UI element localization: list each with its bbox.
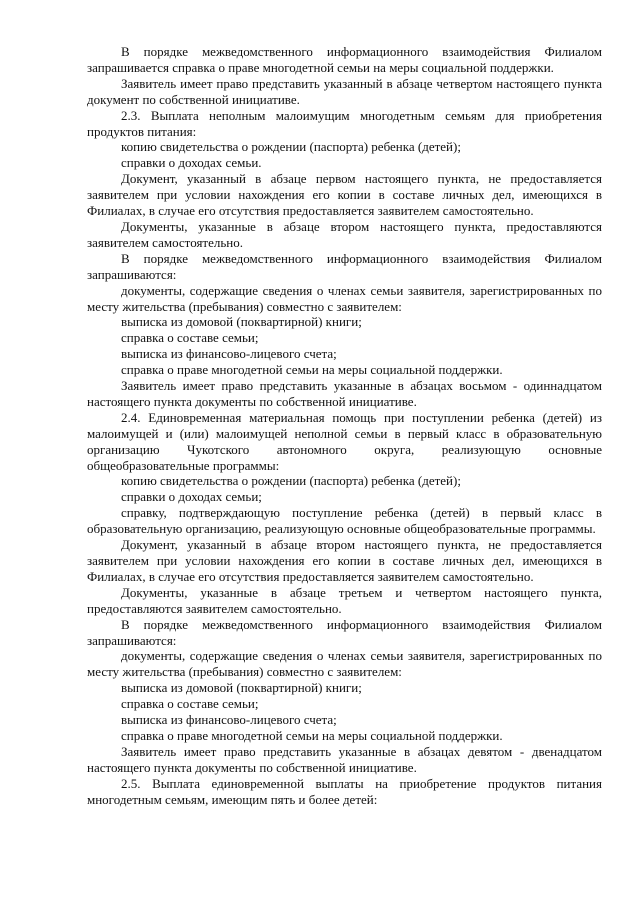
paragraph: Заявитель имеет право представить указанные в абзацах восьмом - одиннадцатом настоящего пункта документы по собственной инициативе.	[87, 378, 602, 409]
list-item: справка о праве многодетной семьи на меры социальной поддержки.	[121, 362, 503, 378]
paragraph: документы, содержащие сведения о членах семьи заявителя, зарегистрированных по месту жительства (пребывания) совместно с заявителем:	[87, 648, 602, 680]
list-item: справка о составе семьи;	[121, 330, 259, 346]
list-item: справка о составе семьи;	[121, 696, 259, 712]
paragraph: Заявитель имеет право представить указанные в абзацах девятом - двенадцатом настоящего пункта документы по собственной инициативе.	[87, 743, 602, 775]
list-item: выписка из финансово-лицевого счета;	[121, 346, 337, 362]
paragraph: документы, содержащие сведения о членах семьи заявителя, зарегистрированных по месту жительства (пребывания) совместно с заявителем:	[87, 282, 602, 314]
list-item: справки о доходах семьи.	[121, 155, 262, 171]
list-item: справка о праве многодетной семьи на меры социальной поддержки.	[121, 727, 503, 743]
paragraph: В порядке межведомственного информационного взаимодействия Филиалом запрашиваются:	[87, 250, 602, 282]
list-item: выписка из домовой (поквартирной) книги;	[121, 680, 362, 696]
paragraph: Документы, указанные в абзаце втором настоящего пункта, предоставляются заявителем самостоятельно.	[87, 218, 602, 250]
paragraph: Документы, указанные в абзаце третьем и четвертом настоящего пункта, предоставляются заявителем самостоятельно.	[87, 584, 602, 616]
paragraph: В порядке межведомственного информационного взаимодействия Филиалом запрашиваются:	[87, 616, 602, 648]
paragraph: В порядке межведомственного информационного взаимодействия Филиалом запрашивается справка о праве многодетной семьи на меры социальной поддержки.	[87, 44, 602, 75]
paragraph: Документ, указанный в абзаце втором настоящего пункта, не предоставляется заявителем при условии нахождения его копии в составе личных дел, имеющихся в Филиалах, в случае его отсутствия предоставляется заявителем самостоятельно.	[87, 537, 602, 584]
list-item: справки о доходах семьи;	[121, 489, 262, 505]
list-item: копию свидетельства о рождении (паспорта) ребенка (детей);	[121, 473, 461, 489]
list-item: копию свидетельства о рождении (паспорта) ребенка (детей);	[121, 139, 461, 155]
list-item: выписка из домовой (поквартирной) книги;	[121, 314, 362, 330]
paragraph: Заявитель имеет право представить указанный в абзаце четвертом настоящего пункта документ по собственной инициативе.	[87, 75, 602, 107]
paragraph: Документ, указанный в абзаце первом настоящего пункта, не предоставляется заявителем при условии нахождения его копии в составе личных дел, имеющихся в Филиалах, в случае его отсутствия предоставляется заявителем самостоятельно.	[87, 171, 602, 219]
section-2-3-heading: 2.3. Выплата неполным малоимущим многодетным семьям для приобретения продуктов питания:	[87, 107, 602, 139]
list-item: справку, подтверждающую поступление ребенка (детей) в первый класс в образовательную организацию, реализующую основные общеобразовательные программы.	[87, 505, 602, 537]
section-2-5-heading: 2.5. Выплата единовременной выплаты на приобретение продуктов питания многодетным семьям, имеющим пять и более детей:	[87, 775, 602, 807]
list-item: выписка из финансово-лицевого счета;	[121, 712, 337, 728]
section-2-4-heading: 2.4. Единовременная материальная помощь при поступлении ребенка (детей) из малоимущей и (или) малоимущей неполной семьи в первый класс в образовательную организацию Чукотского автономного округа, реализующую основные общеобразовательные программы:	[87, 409, 602, 473]
